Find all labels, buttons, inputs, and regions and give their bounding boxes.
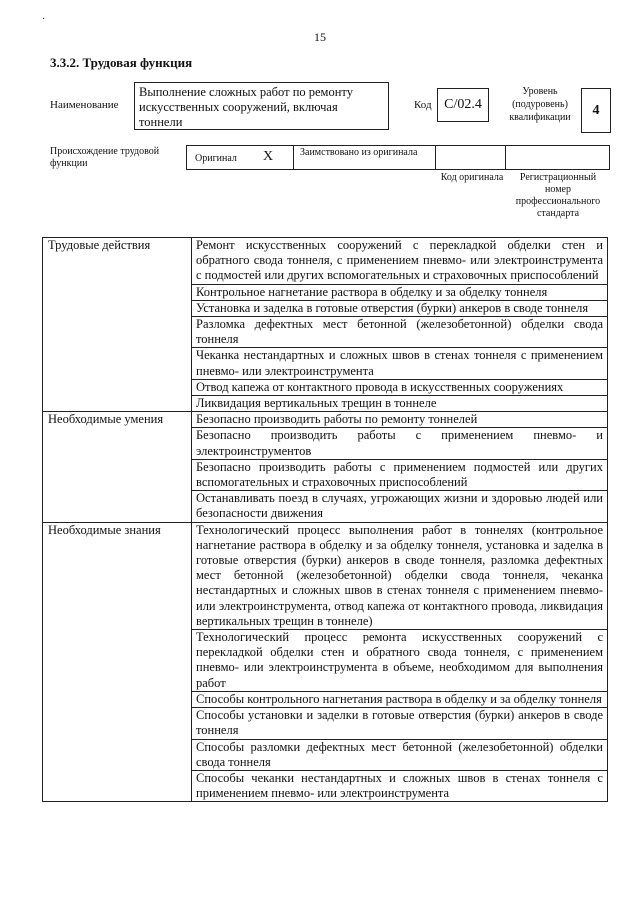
table-cell: Контрольное нагнетание раствора в обделку и за обделку тоннеля bbox=[192, 284, 608, 300]
table-cell: Безопасно производить работы по ремонту тоннелей bbox=[192, 412, 608, 428]
origin-code-label: Код оригинала bbox=[440, 172, 504, 183]
table-cell: Установка и заделка в готовые отверстия (бурки) анкеров в своде тоннеля bbox=[192, 300, 608, 316]
function-name-box: Выполнение сложных работ по ремонту искусственных сооружений, включая тоннели bbox=[134, 82, 389, 130]
function-table bbox=[42, 237, 608, 802]
table-cell: Останавливать поезд в случаях, угрожающих жизни и здоровью людей или безопасности движения bbox=[192, 491, 608, 522]
origin-reg-label: Регистрационный номер профессионального стандарта bbox=[515, 172, 601, 219]
origin-borrowed-label: Заимствовано из оригинала bbox=[300, 147, 418, 158]
origin-borrowed-cell bbox=[293, 145, 436, 170]
table-cell: Отвод капежа от контактного провода в искусственных сооружениях bbox=[192, 379, 608, 395]
table-cell: Ремонт искусственных сооружений с перекладкой обделки стен и обратного свода тоннеля, с применением пневмо- или электроинструмента с подмостей или других вспомогательных и страховочных приспособлений bbox=[192, 238, 608, 285]
table-cell: Способы установки и заделки в готовые отверстия (бурки) анкеров в своде тоннеля bbox=[192, 708, 608, 739]
table-cell: Безопасно производить работы с применением подмостей или других вспомогательных и страховочных приспособлений bbox=[192, 459, 608, 490]
table-cell: Способы контрольного нагнетания раствора в обделку и за обделку тоннеля bbox=[192, 691, 608, 707]
section-title-cell: Необходимые умения bbox=[43, 412, 192, 522]
scan-dot: · bbox=[42, 14, 46, 25]
table-cell: Разломка дефектных мест бетонной (железобетонной) обделки свода тоннеля bbox=[192, 317, 608, 348]
table-cell: Чеканка нестандартных и сложных швов в стенах тоннеля с применением пневмо- или электроинструмента bbox=[192, 348, 608, 379]
origin-mark: X bbox=[263, 149, 274, 164]
table-cell: Технологический процесс ремонта искусственных сооружений с перекладкой обделки стен и обратного свода тоннеля, с применением пневмо- или электроинструмента в объеме, необходимом для выполнения работ bbox=[192, 630, 608, 692]
origin-label: Происхождение трудовой функции bbox=[50, 146, 160, 169]
origin-original-cell bbox=[186, 145, 294, 170]
origin-original-label: Оригинал bbox=[195, 153, 237, 164]
table-cell: Безопасно производить работы с применением пневмо- и электроинструментов bbox=[192, 428, 608, 459]
table-row bbox=[43, 238, 608, 285]
section-title-cell: Трудовые действия bbox=[43, 238, 192, 412]
table-row bbox=[43, 522, 608, 629]
table-cell: Технологический процесс выполнения работ в тоннелях (контрольное нагнетание раствора в обделку и за обделку тоннеля, установка и заделка в готовые отверстия (бурки) анкеров в своде тоннеля, разломка дефектных мест бетонной (железобетонной) обделки свода тоннеля, чеканка нестандартных и сложных швов в стенах тоннеля с применением пневмо- или электроинструмента, отвод капежа от контактного провода, ликвидация вертикальных трещин в тоннеле) bbox=[192, 522, 608, 629]
table-row bbox=[43, 412, 608, 428]
section-title-cell: Необходимые знания bbox=[43, 522, 192, 802]
section-title: 3.3.2. Трудовая функция bbox=[50, 55, 193, 70]
page-number: 15 bbox=[314, 30, 326, 44]
code-value: C/02.4 bbox=[437, 88, 489, 122]
table-cell: Способы чеканки нестандартных и сложных швов в стенах тоннеля с применением пневмо- или электроинструмента bbox=[192, 770, 608, 801]
name-label: Наименование bbox=[50, 99, 119, 111]
origin-code-cell bbox=[435, 145, 506, 170]
level-value: 4 bbox=[581, 88, 611, 133]
code-label: Код bbox=[414, 99, 432, 111]
origin-reg-cell bbox=[505, 145, 610, 170]
table-cell: Ликвидация вертикальных трещин в тоннеле bbox=[192, 396, 608, 412]
level-label: Уровень (подуровень) квалификации bbox=[509, 86, 571, 123]
table-cell: Способы разломки дефектных мест бетонной (железобетонной) обделки свода тоннеля bbox=[192, 739, 608, 770]
